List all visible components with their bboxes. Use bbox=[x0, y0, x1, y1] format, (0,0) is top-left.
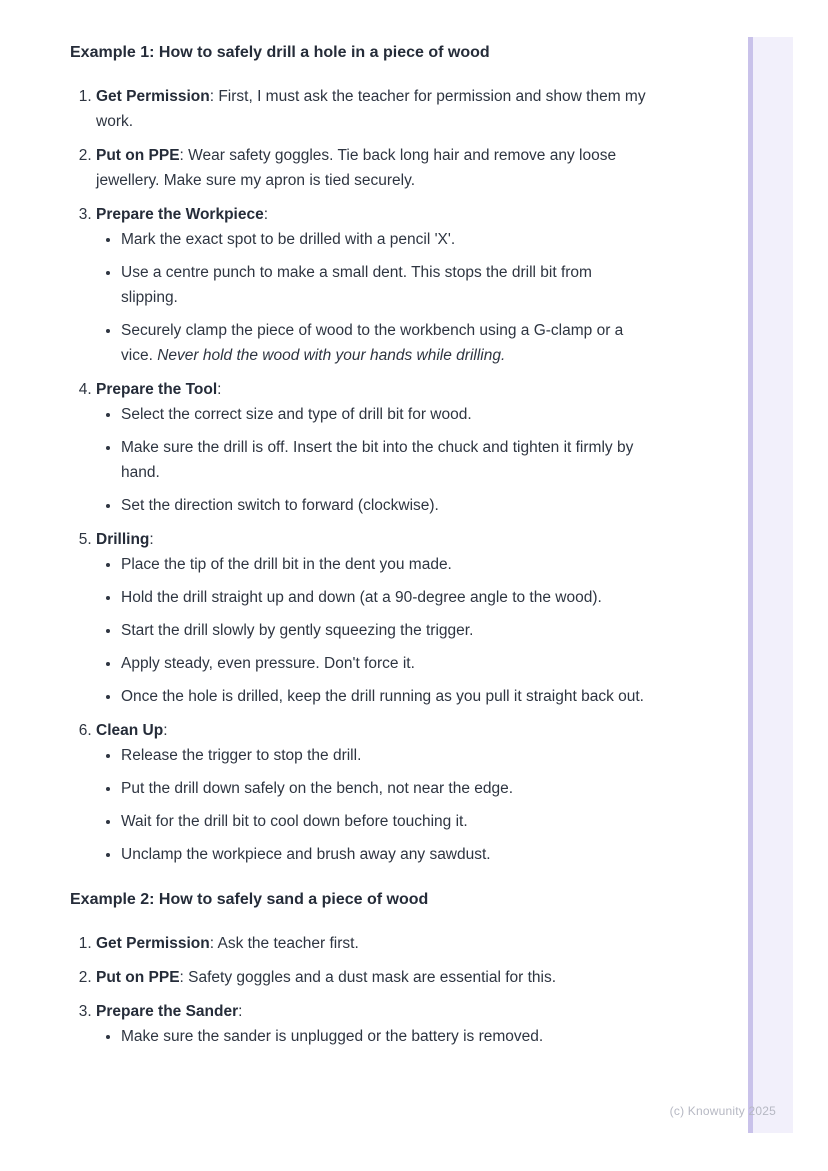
item-text: : bbox=[217, 381, 222, 398]
item-label: Put on PPE bbox=[96, 969, 180, 986]
item-label: Prepare the Sander bbox=[96, 1003, 239, 1020]
bullet-item bbox=[121, 402, 651, 427]
bullet-text: Start the drill slowly by gently squeezing the trigger. bbox=[121, 622, 474, 639]
numbered-item bbox=[96, 527, 651, 709]
bullet-item bbox=[121, 260, 651, 310]
bullet-item bbox=[121, 552, 651, 577]
bullet-text: Place the tip of the drill bit in the dent you made. bbox=[121, 556, 452, 573]
item-text: : bbox=[263, 206, 269, 223]
bullet-item bbox=[121, 684, 651, 709]
bullet-item bbox=[121, 651, 651, 676]
numbered-item bbox=[96, 202, 651, 368]
item-text: : First, I must ask the teacher for permission and show them my work. bbox=[96, 88, 646, 130]
bullet-item bbox=[121, 585, 651, 610]
numbered-list bbox=[70, 84, 651, 867]
item-label: Clean Up bbox=[96, 722, 164, 739]
item-label: Put on PPE bbox=[96, 147, 180, 164]
copyright-watermark: (c) Knowunity 2025 bbox=[669, 1104, 776, 1118]
bullet-item bbox=[121, 1024, 651, 1049]
document-content bbox=[70, 0, 651, 1057]
item-text: : bbox=[163, 722, 168, 739]
bullet-item bbox=[121, 743, 651, 768]
bullet-text: Release the trigger to stop the drill. bbox=[121, 747, 362, 764]
item-text: : bbox=[238, 1003, 243, 1020]
item-text: : bbox=[149, 531, 154, 548]
item-label: Get Permission bbox=[96, 88, 210, 105]
bullet-text: Apply steady, even pressure. Don't force it. bbox=[121, 655, 415, 672]
bullet-text: Once the hole is drilled, keep the drill running as you pull it straight back out. bbox=[121, 688, 644, 705]
bullet-text: Mark the exact spot to be drilled with a pencil 'X'. bbox=[121, 231, 456, 248]
bullet-list bbox=[96, 1024, 651, 1049]
bullet-text: Make sure the drill is off. Insert the bit into the chuck and tighten it firmly by hand. bbox=[121, 439, 634, 481]
numbered-list bbox=[70, 931, 651, 1049]
bullet-text: Set the direction switch to forward (clockwise). bbox=[121, 497, 439, 514]
bullet-text: Put the drill down safely on the bench, not near the edge. bbox=[121, 780, 514, 797]
bullet-item bbox=[121, 435, 651, 485]
bullet-item bbox=[121, 776, 651, 801]
bullet-list bbox=[96, 552, 651, 709]
section-heading: Example 1: How to safely drill a hole in a piece of wood bbox=[70, 44, 490, 61]
bullet-text: Use a centre punch to make a small dent. This stops the drill bit from slipping. bbox=[121, 264, 592, 306]
bullet-text: Wait for the drill bit to cool down before touching it. bbox=[121, 813, 468, 830]
numbered-item bbox=[96, 377, 651, 518]
item-label: Get Permission bbox=[96, 935, 210, 952]
bullet-item bbox=[121, 227, 651, 252]
adjacent-page-edge bbox=[748, 37, 793, 1133]
numbered-item bbox=[96, 718, 651, 867]
item-text: : Ask the teacher first. bbox=[209, 935, 359, 952]
numbered-item bbox=[96, 999, 651, 1049]
item-label: Prepare the Tool bbox=[96, 381, 218, 398]
item-label: Drilling bbox=[96, 531, 150, 548]
bullet-item bbox=[121, 842, 651, 867]
bullet-text: Hold the drill straight up and down (at a 90-degree angle to the wood). bbox=[121, 589, 602, 606]
bullet-item bbox=[121, 618, 651, 643]
item-text: : Wear safety goggles. Tie back long hair and remove any loose jewellery. Make sure my apron is tied securely. bbox=[96, 147, 617, 189]
bullet-text: Unclamp the workpiece and brush away any sawdust. bbox=[121, 846, 491, 863]
item-text: : Safety goggles and a dust mask are essential for this. bbox=[179, 969, 557, 986]
bullet-item bbox=[121, 318, 651, 368]
bullet-list bbox=[96, 227, 651, 368]
bullet-item bbox=[121, 809, 651, 834]
bullet-item bbox=[121, 493, 651, 518]
numbered-item bbox=[96, 931, 651, 956]
bullet-list bbox=[96, 402, 651, 518]
item-label: Prepare the Workpiece bbox=[96, 206, 264, 223]
bullet-text: Make sure the sander is unplugged or the battery is removed. bbox=[121, 1028, 544, 1045]
numbered-item bbox=[96, 84, 651, 134]
bullet-text: Securely clamp the piece of wood to the workbench using a G-clamp or a vice. bbox=[121, 322, 624, 364]
bullet-list bbox=[96, 743, 651, 867]
numbered-item bbox=[96, 143, 651, 193]
section-heading: Example 2: How to safely sand a piece of wood bbox=[70, 891, 429, 908]
numbered-item bbox=[96, 965, 651, 990]
bullet-italic-note: Never hold the wood with your hands while drilling. bbox=[157, 347, 506, 364]
bullet-text: Select the correct size and type of drill bit for wood. bbox=[121, 406, 472, 423]
